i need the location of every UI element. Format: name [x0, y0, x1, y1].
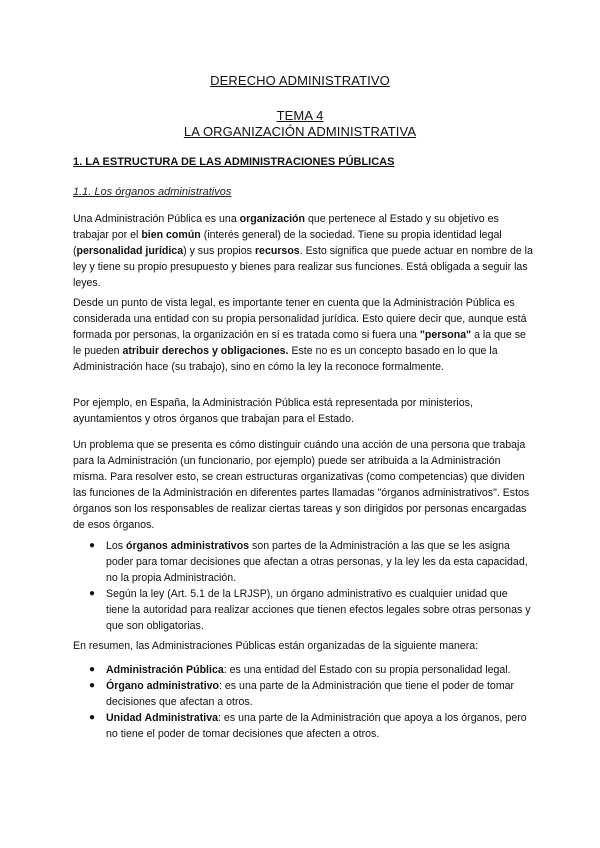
paragraph-1: Una Administración Pública es una organización que pertenece al Estado y su objetivo es trabajar por el bien común (interés general) de la sociedad. Tiene su propia identidad legal (personalidad jurídica) y sus propios recursos. Esto significa que puede actuar en nombre de la ley y tiene su propio presupuesto y bienes para realizar sus funciones. Está obligada a seguir las leyes.: [73, 213, 533, 289]
list-item: ● Según la ley (Art. 5.1 de la LRJSP), un órgano administrativo es cualquier unidad que tiene la autoridad para realizar acciones que tienen efectos legales sobre otras personas y que son obligatorias.: [89, 588, 531, 632]
bullet-icon: ●: [89, 680, 96, 691]
tema-heading: TEMA 4: [276, 108, 324, 123]
bullet-list-organos: [73, 538, 533, 634]
paragraph-3: Por ejemplo, en España, la Administración Pública está representada por ministerios, ayuntamientos y otros órganos que trabajan para el Estado.: [73, 397, 473, 425]
subsection-heading: 1.1. Los órganos administrativos: [73, 186, 232, 198]
section-heading: 1. LA ESTRUCTURA DE LAS ADMINISTRACIONES PÚBLICAS: [73, 156, 395, 168]
paragraph-4: Un problema que se presenta es cómo distinguir cuándo una acción de una persona que trabaja para la Administración (un funcionario, por ejemplo) puede ser atribuida a la Administración misma. Para resolver esto, se crean estructuras organizativas (como competencias) que dividen las funciones de la Administración en diferentes partes llamadas "órganos administrativos". Estos órganos son los responsables de realizar ciertas tareas y son dirigidos por personas encargadas de esos órganos.: [73, 439, 530, 531]
bullet-icon: ●: [89, 712, 96, 723]
list-item: ● Unidad Administrativa: es una parte de la Administración que apoya a los órganos, pero no tiene el poder de tomar decisiones que afecten a otros.: [89, 712, 527, 740]
bullet-icon: ●: [89, 540, 96, 551]
tema-subtitle: LA ORGANIZACIÓN ADMINISTRATIVA: [183, 124, 417, 139]
bullet-icon: ●: [89, 664, 96, 675]
list-item: ● Órgano administrativo: es una parte de la Administración que tiene el poder de tomar decisiones que afectan a otros.: [89, 680, 515, 708]
list-item: ● Los órganos administrativos son partes de la Administración a las que se les asigna poder para tomar decisiones que afectan a otras personas, y la ley les da esta capacidad, no la propia Administración.: [89, 540, 528, 584]
paragraph-2: Desde un punto de vista legal, es importante tener en cuenta que la Administración Pública es considerada una entidad con su propia personalidad jurídica. Esto quiere decir que, aunque está formada por personas, la organización en sí es tratada como si fuera una "persona" a la que se le pueden atribuir derechos y obligaciones. Este no es un concepto basado en lo que la Administración hace (su trabajo), sino en cómo la ley la reconoce formalmente.: [73, 297, 527, 373]
bullet-list-resumen: [73, 662, 533, 742]
document-title: DERECHO ADMINISTRATIVO: [210, 73, 390, 88]
list-item: ● Administración Pública: es una entidad del Estado con su propia personalidad legal.: [89, 664, 511, 676]
paragraph-5: En resumen, las Administraciones Públicas están organizadas de la siguiente manera:: [73, 640, 479, 652]
bullet-icon: ●: [89, 588, 96, 599]
